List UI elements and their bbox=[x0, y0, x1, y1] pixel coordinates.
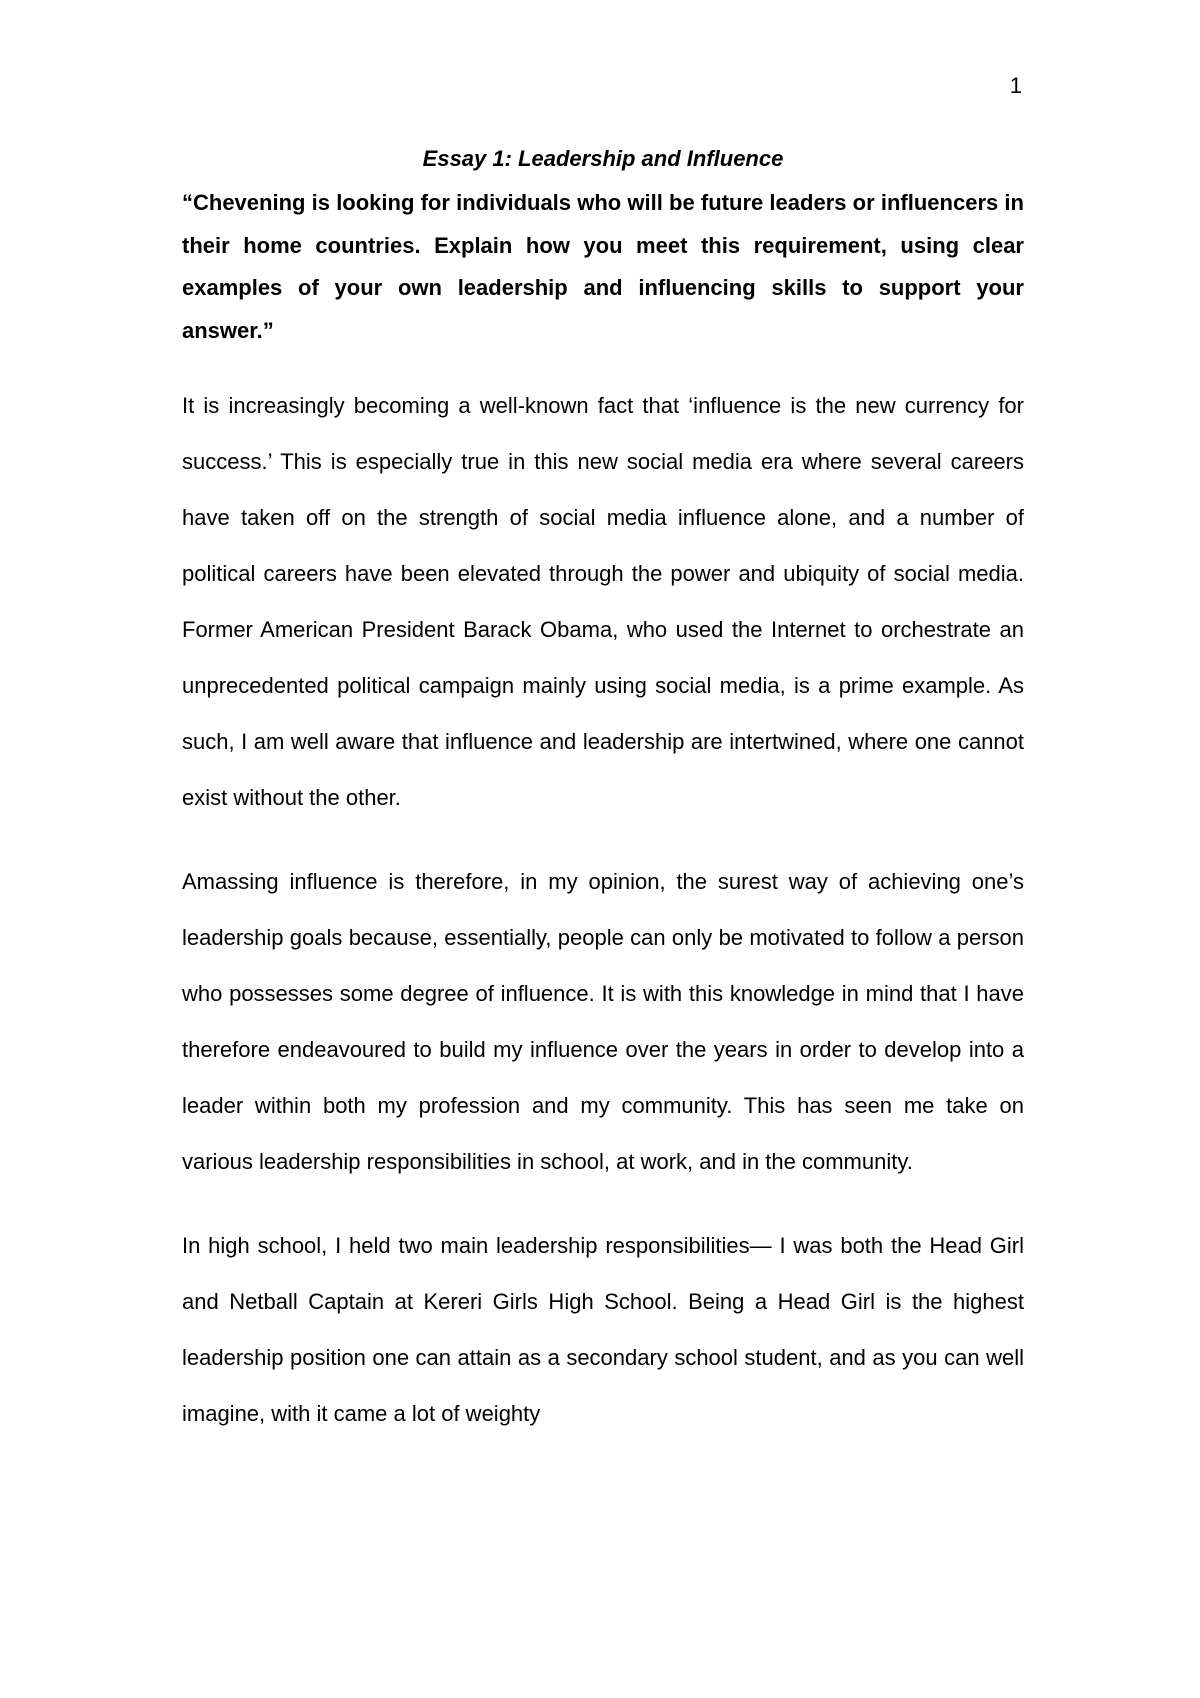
essay-title: Essay 1: Leadership and Influence bbox=[422, 146, 784, 171]
essay-body bbox=[182, 143, 1024, 1442]
essay-paragraph-1: It is increasingly becoming a well-known fact that ‘influence is the new currency for success.’ This is especially true in this new social media era where several careers have taken off on the strength of social media influence alone, and a number of political careers have been elevated through the power and ubiquity of social media. Former American President Barack Obama, who used the Internet to orchestrate an unprecedented political campaign mainly using social media, is a prime example. As such, I am well aware that influence and leadership are intertwined, where one cannot exist without the other. bbox=[182, 393, 1024, 810]
essay-paragraph-3: In high school, I held two main leadership responsibilities— I was both the Head Girl and Netball Captain at Kereri Girls High School. Being a Head Girl is the highest leadership position one can attain as a secondary school student, and as you can well imagine, with it came a lot of weighty bbox=[182, 1233, 1024, 1426]
essay-prompt: “Chevening is looking for individuals who will be future leaders or influencers in their home countries. Explain how you meet this requirement, using clear examples of your own leadership and influencing skills to support your answer.” bbox=[182, 190, 1024, 343]
page-number: 1 bbox=[1009, 73, 1022, 98]
essay-paragraph-2: Amassing influence is therefore, in my opinion, the surest way of achieving one’s leadership goals because, essentially, people can only be motivated to follow a person who possesses some degree of influence. It is with this knowledge in mind that I have therefore endeavoured to build my influence over the years in order to develop into a leader within both my profession and my community. This has seen me take on various leadership responsibilities in school, at work, and in the community. bbox=[182, 869, 1024, 1174]
